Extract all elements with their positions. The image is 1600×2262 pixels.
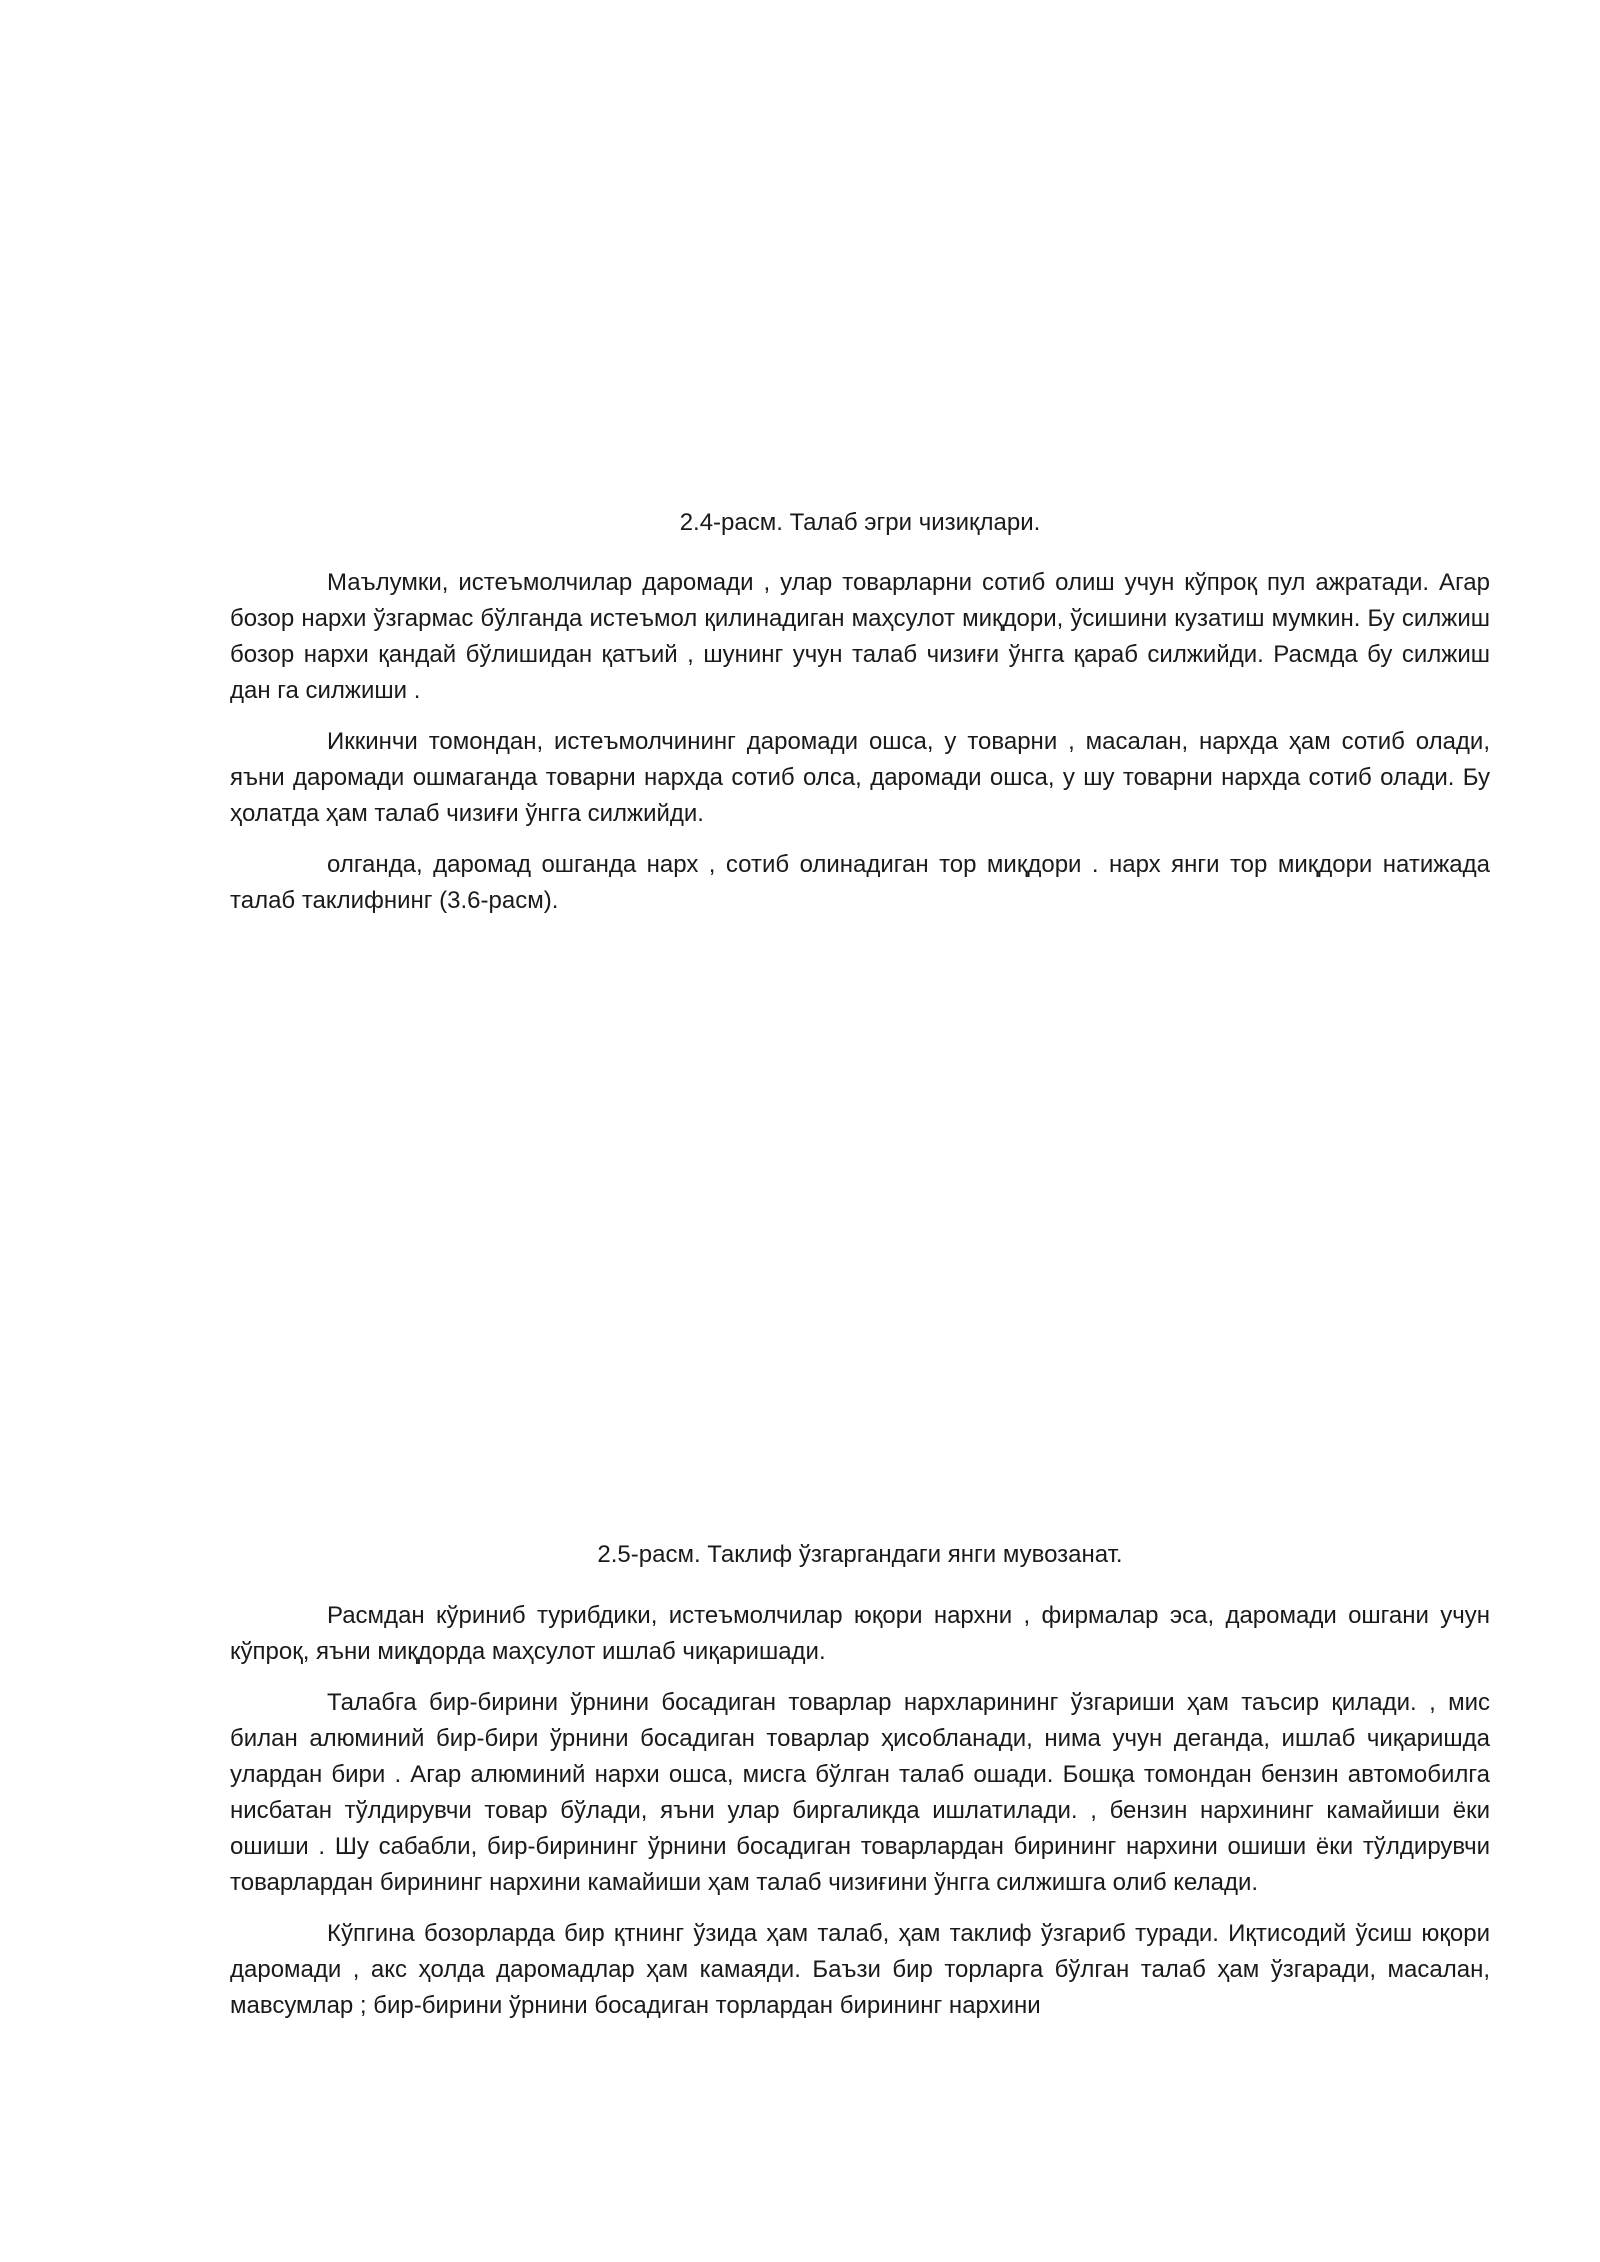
paragraph: Иккинчи томондан, истеъмолчининг даромади ошса, у товарни , масалан, нархда ҳам сотиб олади, яъни даромади ошмаганда товарни нархда сотиб олса, даромади ошса, у шу товарни нархда сотиб олади. Бу ҳолатда ҳам талаб чизиғи ўнгга силжийди. [230,728,1490,827]
paragraph: Талабга бир-бирини ўрнини босадиган товарлар нархларининг ўзгариши ҳам таъсир қилади. , мис билан алюминий бир-бири ўрнини босадиган товарлар ҳисобланади, нима учун деганда, ишлаб чиқаришда улардан бири . Агар алюминий нархи ошса, мисга бўлган талаб ошади. Бошқа томондан бензин автомобилга нисбатан тўлдирувчи товар бўлади, яъни улар биргаликда ишлатилади. , бензин нархининг камайиши ёки ошиши . Шу сабабли, бир-бирининг ўрнини босадиган товарлардан бирининг нархини ошиши ёки тўлдирувчи товарлардан бирининг нархини камайиши ҳам талаб чизиғини ўнгга силжишга олиб келади. [230,1689,1490,1896]
text-section [230,565,1490,934]
paragraph: Расмдан кўриниб турибдики, истеъмолчилар юқори нархни , фирмалар эса, даромади ошгани учун кўпроқ, яъни миқдорда маҳсулот ишлаб чиқаришади. [230,1602,1490,1665]
paragraph: Маълумки, истеъмолчилар даромади , улар товарларни сотиб олиш учун кўпроқ пул ажратади. Агар бозор нархи ўзгармас бўлганда истеъмол қилинадиган маҳсулот миқдори, ўсишини кузатиш мумкин. Бу силжиш бозор нархи қандай бўлишидан қатъий , шунинг учун талаб чизиғи ўнгга қараб силжийди. Расмда бу силжиш дан га силжиши . [230,569,1490,704]
paragraph: олганда, даромад ошганда нарх , сотиб олинадиган тор миқдори . нарх янги тор миқдори натижада талаб таклифнинг (3.6-расм). [230,851,1490,914]
figure-caption: 2.5-расм. Таклиф ўзгаргандаги янги мувозанат. [597,1541,1123,1568]
figure-caption: 2.4-расм. Талаб эгри чизиқлари. [679,509,1041,536]
paragraph: Кўпгина бозорларда бир қтнинг ўзида ҳам талаб, ҳам таклиф ўзгариб туради. Иқтисодий ўсиш юқори даромади , акс ҳолда даромадлар ҳам камаяди. Баъзи бир торларга бўлган талаб ҳам ўзгаради, масалан, мавсумлар ; бир-бирини ўрнини босадиган торлардан бирининг нархини [230,1920,1490,2019]
text-section [230,1598,1490,2039]
